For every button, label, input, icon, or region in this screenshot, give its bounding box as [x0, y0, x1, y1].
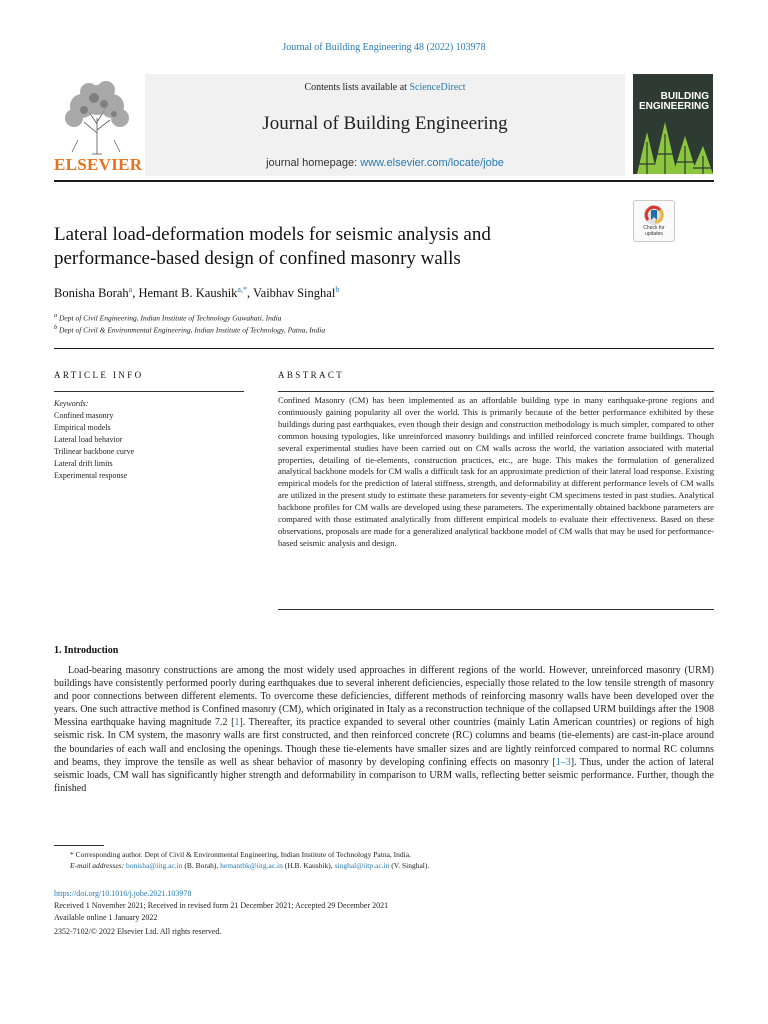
email-owner: (H.B. Kaushik),	[282, 861, 335, 870]
paper-title-line1: Lateral load-deformation models for seismic analysis and	[54, 224, 491, 245]
publisher-wordmark: ELSEVIER	[54, 155, 143, 174]
cover-title-line1: BUILDING	[660, 91, 709, 102]
received-dates: Received 1 November 2021; Received in revised form 21 December 2021; Accepted 29 December 2021	[54, 901, 389, 910]
author-list: Bonisha Borah$^a$, Hemant B. Kaushik$^{a,*}$, Vaibhav Singhal$^b$	[54, 285, 340, 301]
email-label: E-mail addresses:	[70, 861, 125, 870]
cover-graphic	[633, 118, 713, 174]
email-link[interactable]: singhal@iitp.ac.in	[334, 861, 390, 870]
introduction-paragraph	[54, 664, 714, 795]
homepage-prefix: journal homepage:	[266, 157, 361, 169]
author-affiliation-mark[interactable]: b	[335, 285, 340, 294]
intro-text-part1: Load-bearing masonry constructions are among the most widely used approaches in different regions of the world. However, unreinforced masonry (URM) buildings have consistently performed poorly during earthquakes due to several inherent deficiencies, especially those related to the low tensile strength of masonry and poor connections between different elements. To overcome these deficiencies, different methods of reinforcing masonry walls have been developed over the years. One such attractive method is Confined masonry (CM), which originated in Italy as a reconstruction technique of the collapsed URM buildings after the 1908 Messina earthquake having magnitude 7.2 [	[54, 665, 714, 729]
doi-link[interactable]: https://doi.org/10.1016/j.jobe.2021.103978	[54, 889, 192, 898]
journal-cover-image	[633, 74, 713, 174]
keyword-item: Trilinear backbone curve	[54, 447, 135, 456]
affiliation-mark: b	[54, 324, 58, 331]
reference-link[interactable]: 1–3	[555, 756, 571, 768]
cover-title	[639, 92, 709, 112]
keyword-item: Empirical models	[54, 423, 111, 432]
abstract-rule	[278, 391, 714, 392]
affiliation-b	[54, 324, 694, 335]
author-name[interactable]: Hemant B. Kaushik	[138, 286, 238, 301]
author-name[interactable]: Vaibhav Singhal	[253, 286, 336, 301]
email-link[interactable]: hemantbk@iitg.ac.in	[220, 861, 283, 870]
contents-availability	[145, 82, 625, 93]
abstract-bottom-rule	[278, 609, 714, 610]
contents-prefix: Contents lists available at	[304, 82, 410, 93]
abstract-body: Confined Masonry (CM) has been implemented as an affordable building type in many earthquake-prone regions and continuously gaining popularity all over the world. This is primarily because of the better performance exhibited by these buildings during past earthquakes, even though their design and construction methodology is much simpler, compared to other common housing typologies, like unreinforced masonry buildings and infilled reinforced concrete frame buildings. Though several experimental studies have been carried out on CM walls across the world, the variation associated with material properties, detailing of tie-elements, construction practices, etc., are huge. This makes the formulation of generalized analytical backbone models for CM walls a difficult task for an approximate prediction of their lateral load response. Existing empirical models for the prediction of lateral stiffness, strength, and deformability at different performance levels of CM walls are utilized in the present study to estimate these parameters for seventy-eight CM specimens tested in past studies. Analytical backbone profiles for CM walls are developed using these parameters. The experimentally obtained backbone parameters are compared with those estimated analytically from different empirical models to evaluate their effectiveness. Based on these observations, proposals are made for a generalized analytical backbone model of CM walls that may be used for performance-based seismic analysis and design.	[278, 395, 714, 548]
header-divider	[54, 348, 714, 349]
abstract-heading: ABSTRACT	[278, 370, 345, 380]
introduction-heading: 1. Introduction	[54, 645, 119, 656]
available-online: Available online 1 January 2022	[54, 913, 158, 922]
author-affiliation-mark[interactable]: a,*	[237, 285, 247, 294]
author-name[interactable]: Bonisha Borah	[54, 286, 129, 301]
cover-title-line2: ENGINEERING	[639, 101, 710, 112]
corresponding-author-note: * Corresponding author. Dept of Civil & Environmental Engineering, Indian Institute of Technology Patna, India.	[70, 850, 411, 859]
copyright-line: 2352-7102/© 2022 Elsevier Ltd. All rights reserved.	[54, 927, 222, 936]
affiliation-mark: a	[54, 312, 58, 319]
footnote-rule	[54, 845, 104, 846]
sciencedirect-link[interactable]: ScienceDirect	[409, 82, 466, 93]
article-info-rule	[54, 391, 244, 392]
keyword-item: Confined masonry	[54, 411, 114, 420]
affiliation-text: Dept of Civil Engineering, Indian Institute of Technology Guwahati, India	[59, 313, 282, 323]
keyword-list	[54, 410, 254, 482]
check-for-updates-label	[633, 225, 675, 237]
homepage-link[interactable]: www.elsevier.com/locate/jobe	[360, 157, 504, 169]
keyword-item: Experimental response	[54, 471, 128, 480]
journal-homepage	[145, 157, 625, 169]
email-owner: (V. Singhal).	[389, 861, 430, 870]
affiliation-text: Dept of Civil & Environmental Engineering, Indian Institute of Technology, Patna, India	[59, 325, 326, 335]
journal-citation[interactable]: Journal of Building Engineering 48 (2022) 103978	[282, 42, 486, 53]
author-affiliation-mark[interactable]: a	[128, 285, 133, 294]
check-label-line2: updates	[645, 231, 663, 237]
article-info-heading: ARTICLE INFO	[54, 370, 144, 380]
keyword-item: Lateral drift limits	[54, 459, 113, 468]
check-updates-icon	[643, 204, 665, 226]
email-link[interactable]: bonisha@iitg.ac.in	[125, 861, 183, 870]
paper-title	[54, 223, 614, 271]
intro-text-part2: ]. Thereafter, its practice expanded to several other countries (mainly Latin American countries) or regions of high seismic risk. In CM system, the masonry walls are first constructed, and then reinforced concrete (RC) columns and beams (tie-elements) are cast-in-place around the boundaries of each wall and enclosing the openings. Though these tie-elements have smaller sizes and are lightly reinforced compared to normal RC columns and beams, they improve the tensile as well as shear behavior of masonry by developing confining effects on masonry [	[54, 717, 714, 768]
intro-text-part3: ]. Thus, under the action of lateral seismic loads, CM wall has significantly higher strength and deformability in comparison to URM walls, reflecting better seismic performance. Further, though the finished	[54, 756, 714, 794]
journal-title: Journal of Building Engineering	[262, 113, 508, 134]
email-addresses	[70, 861, 710, 870]
check-label-line1: Check for	[643, 225, 665, 231]
keywords-label: Keywords:	[54, 399, 89, 408]
masthead-divider	[54, 180, 714, 182]
paper-title-line2: performance-based design of confined masonry walls	[54, 248, 461, 269]
email-owner: (B. Borah),	[182, 861, 221, 870]
keyword-item: Lateral load behavior	[54, 435, 123, 444]
reference-link[interactable]: 1	[234, 717, 240, 729]
affiliation-a	[54, 312, 694, 323]
